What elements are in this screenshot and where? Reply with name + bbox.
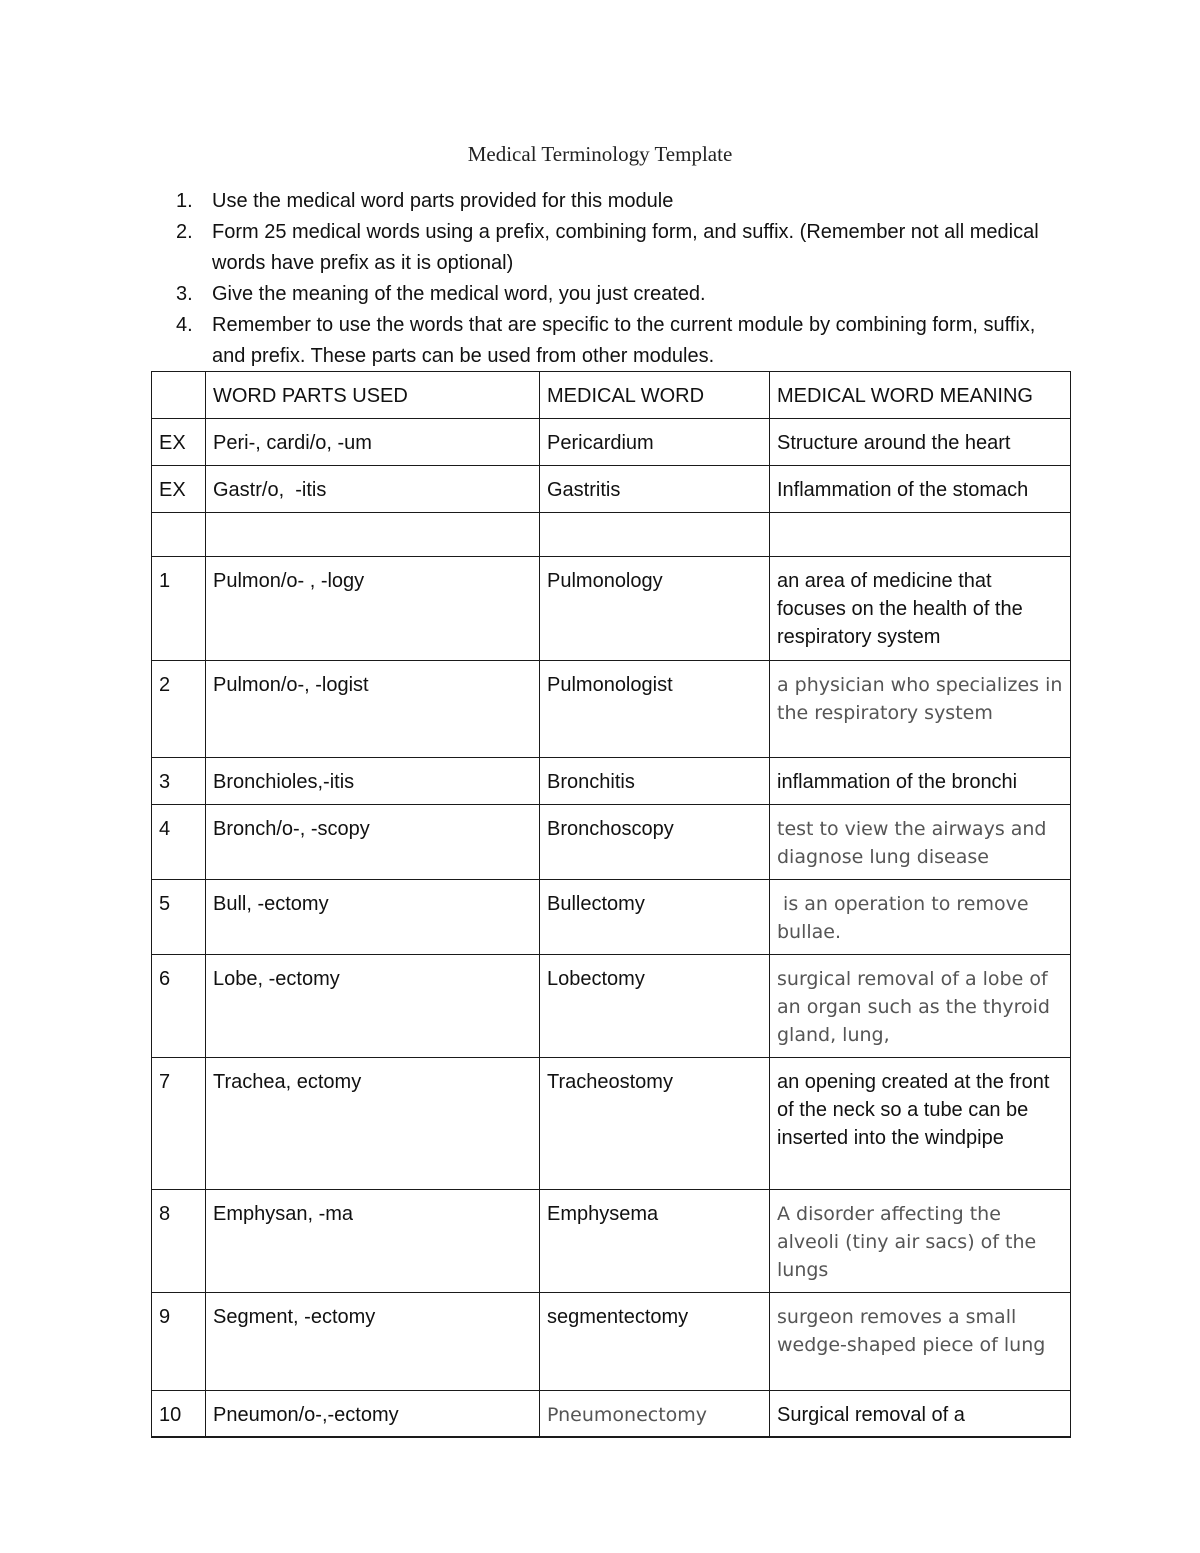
- meaning-cell: Inflammation of the stomach: [770, 466, 1071, 513]
- instruction-item: [172, 310, 1072, 372]
- word-parts-cell: Pulmon/o-, -logist: [206, 661, 540, 758]
- table-row: [152, 1190, 1071, 1293]
- medical-word-cell: Pneumonectomy: [540, 1391, 770, 1437]
- instruction-number: 1.: [176, 190, 193, 212]
- row-number: 9: [152, 1293, 206, 1391]
- meaning-cell: Structure around the heart: [770, 419, 1071, 466]
- instruction-text: Remember to use the words that are specific to the current module by combining form, suffix, and prefix. These parts can be used from other modules.: [212, 314, 1036, 367]
- row-number: [152, 513, 206, 557]
- terminology-table: [151, 371, 1071, 1438]
- medical-word-cell: Emphysema: [540, 1190, 770, 1293]
- medical-word-cell: Pericardium: [540, 419, 770, 466]
- instruction-text: Use the medical word parts provided for this module: [212, 190, 674, 212]
- word-parts-cell: [206, 513, 540, 557]
- meaning-cell: is an operation to remove bullae.: [770, 880, 1071, 955]
- word-parts-cell: Trachea, ectomy: [206, 1058, 540, 1190]
- table-row: [152, 805, 1071, 880]
- row-number: EX: [152, 419, 206, 466]
- meaning-cell: [770, 513, 1071, 557]
- table-row: [152, 955, 1071, 1058]
- row-number: 5: [152, 880, 206, 955]
- row-number: 1: [152, 557, 206, 661]
- page-title: Medical Terminology Template: [467, 142, 733, 166]
- meaning-cell: an area of medicine that focuses on the health of the respiratory system: [770, 557, 1071, 661]
- table-row: [152, 661, 1071, 758]
- meaning-cell: test to view the airways and diagnose lung disease: [770, 805, 1071, 880]
- meaning-cell: surgical removal of a lobe of an organ such as the thyroid gland, lung,: [770, 955, 1071, 1058]
- instruction-text: Give the meaning of the medical word, you just created.: [212, 283, 706, 305]
- row-number: 3: [152, 758, 206, 805]
- instruction-number: 3.: [176, 283, 193, 305]
- word-parts-cell: Segment, -ectomy: [206, 1293, 540, 1391]
- instruction-item: [172, 217, 1072, 279]
- meaning-cell: Surgical removal of a: [770, 1391, 1071, 1437]
- table-row: [152, 758, 1071, 805]
- medical-word-cell: Gastritis: [540, 466, 770, 513]
- medical-word-cell: Tracheostomy: [540, 1058, 770, 1190]
- table-header-row: [152, 372, 1071, 419]
- row-number: 4: [152, 805, 206, 880]
- instruction-item: [172, 279, 1072, 310]
- word-parts-cell: Lobe, -ectomy: [206, 955, 540, 1058]
- meaning-cell: surgeon removes a small wedge-shaped piece of lung: [770, 1293, 1071, 1391]
- instruction-number: 2.: [176, 221, 193, 243]
- meaning-cell: an opening created at the front of the neck so a tube can be inserted into the windpipe: [770, 1058, 1071, 1190]
- table-row: [152, 466, 1071, 513]
- instruction-text: Form 25 medical words using a prefix, combining form, and suffix. (Remember not all medical words have prefix as it is optional): [212, 221, 1039, 274]
- word-parts-cell: Peri-, cardi/o, -um: [206, 419, 540, 466]
- medical-word-cell: Pulmonology: [540, 557, 770, 661]
- header-cell-num: [152, 372, 206, 419]
- word-parts-cell: Emphysan, -ma: [206, 1190, 540, 1293]
- table-row: [152, 557, 1071, 661]
- medical-word-cell: Bronchitis: [540, 758, 770, 805]
- row-number: EX: [152, 466, 206, 513]
- table-row: [152, 1293, 1071, 1391]
- meaning-cell: inflammation of the bronchi: [770, 758, 1071, 805]
- table-row: [152, 513, 1071, 557]
- table-row: [152, 1058, 1071, 1190]
- medical-word-cell: [540, 513, 770, 557]
- meaning-cell: a physician who specializes in the respiratory system: [770, 661, 1071, 758]
- medical-word-cell: Pulmonologist: [540, 661, 770, 758]
- row-number: 2: [152, 661, 206, 758]
- word-parts-cell: Gastr/o, -itis: [206, 466, 540, 513]
- word-parts-cell: Pneumon/o-,-ectomy: [206, 1391, 540, 1437]
- word-parts-cell: Pulmon/o- , -logy: [206, 557, 540, 661]
- word-parts-cell: Bull, -ectomy: [206, 880, 540, 955]
- instructions-list: [172, 186, 1072, 372]
- table-row: [152, 419, 1071, 466]
- table-row: [152, 880, 1071, 955]
- word-parts-cell: Bronch/o-, -scopy: [206, 805, 540, 880]
- medical-word-cell: segmentectomy: [540, 1293, 770, 1391]
- instruction-number: 4.: [176, 314, 193, 336]
- row-number: 7: [152, 1058, 206, 1190]
- medical-word-cell: Bronchoscopy: [540, 805, 770, 880]
- row-number: 8: [152, 1190, 206, 1293]
- header-cell-word-parts: WORD PARTS USED: [206, 372, 540, 419]
- header-cell-meaning: MEDICAL WORD MEANING: [770, 372, 1071, 419]
- row-number: 6: [152, 955, 206, 1058]
- meaning-cell: A disorder affecting the alveoli (tiny air sacs) of the lungs: [770, 1190, 1071, 1293]
- header-cell-medical-word: MEDICAL WORD: [540, 372, 770, 419]
- word-parts-cell: Bronchioles,-itis: [206, 758, 540, 805]
- instruction-item: [172, 186, 1072, 217]
- table-row: [152, 1391, 1071, 1437]
- medical-word-cell: Bullectomy: [540, 880, 770, 955]
- medical-word-cell: Lobectomy: [540, 955, 770, 1058]
- row-number: 10: [152, 1391, 206, 1437]
